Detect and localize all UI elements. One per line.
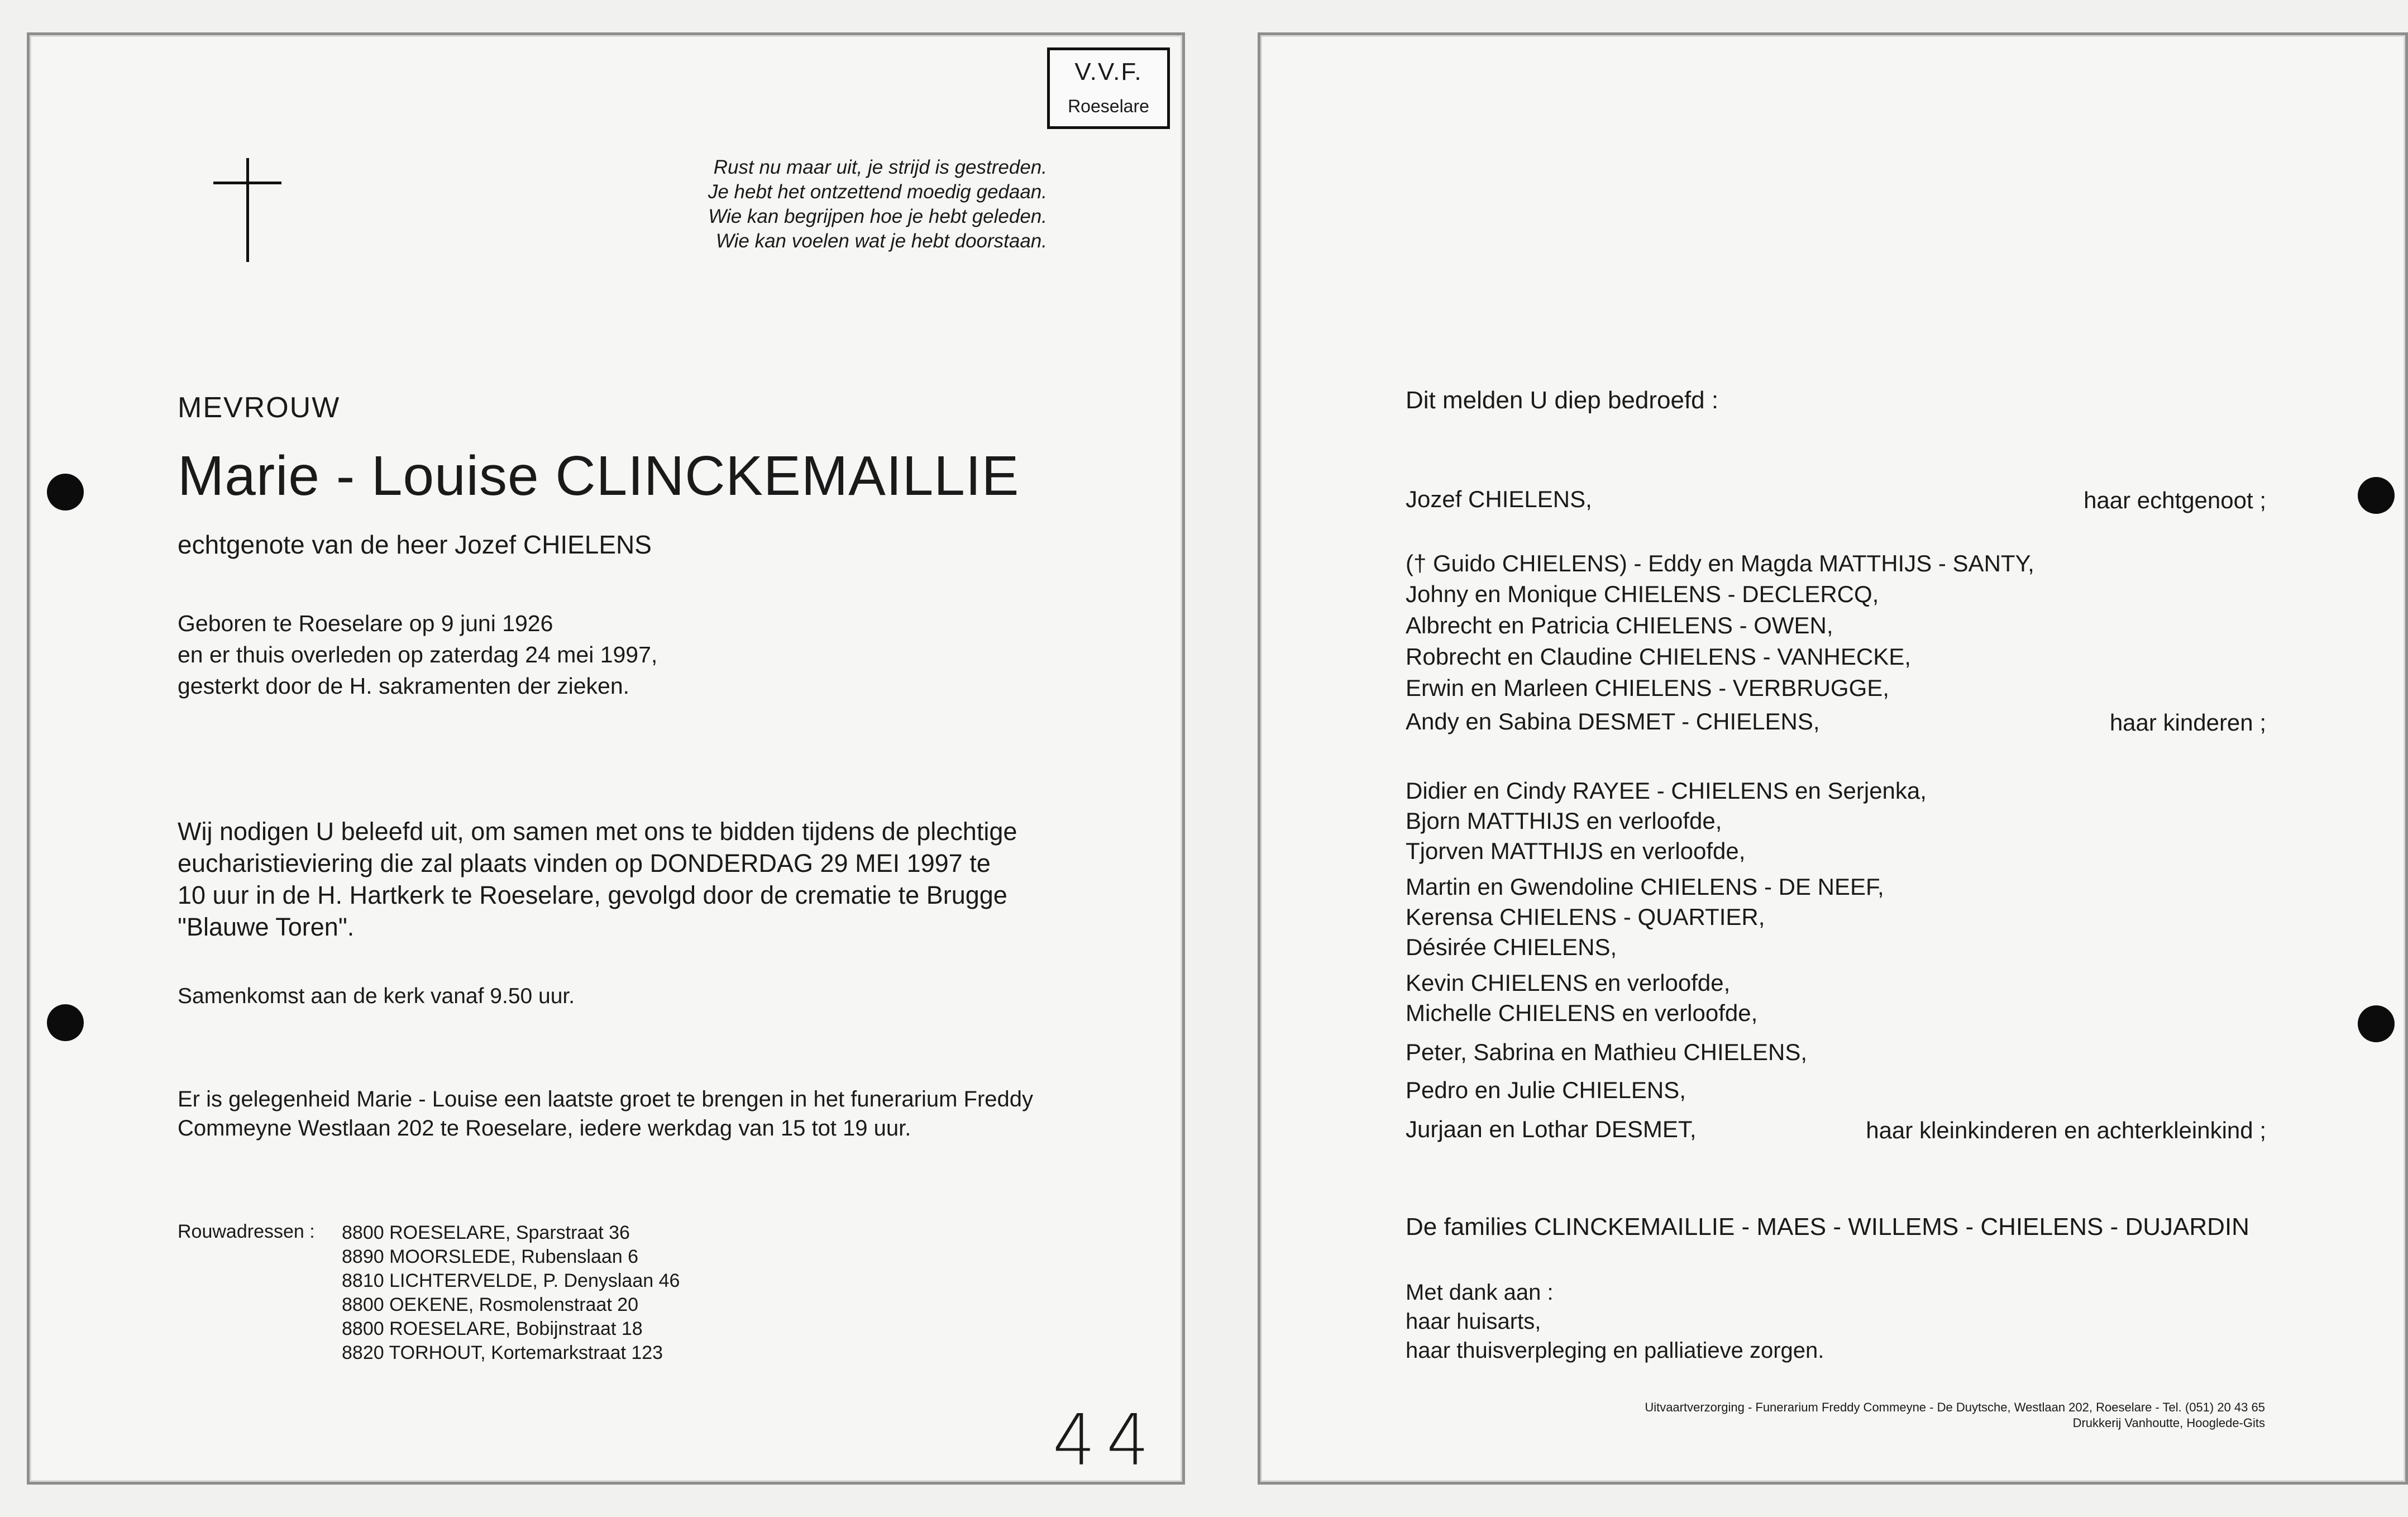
birth-death-info [178, 608, 657, 702]
mourning-addresses [342, 1221, 680, 1365]
family-line: Andy en Sabina DESMET - CHIELENS, [1406, 708, 1820, 734]
text-line: "Blauwe Toren". [178, 913, 355, 941]
text-line: 10 uur in de H. Hartkerk te Roeselare, gevolgd door de crematie te Brugge [178, 881, 1007, 909]
families-line: De families CLINCKEMAILLIE - MAES - WILLEMS - CHIELENS - DUJARDIN [1406, 1213, 2249, 1241]
family-line: Jurjaan en Lothar DESMET, [1406, 1116, 1697, 1142]
family-line: Albrecht en Patricia CHIELENS - OWEN, [1406, 612, 1833, 638]
address-line: 8800 ROESELARE, Sparstraat 36 [342, 1222, 630, 1243]
family-line: Robrecht en Claudine CHIELENS - VANHECKE, [1406, 643, 1911, 670]
text-line: haar huisarts, [1406, 1309, 1541, 1334]
funerarium-info [178, 1085, 1033, 1143]
announcement-intro: Dit melden U diep bedroefd : [1406, 387, 1719, 414]
family-line: Martin en Gwendoline CHIELENS - DE NEEF, [1406, 874, 1884, 900]
right-page [1258, 32, 2408, 1485]
addresses-label: Rouwadressen : [178, 1221, 315, 1242]
spouse-line: echtgenote van de heer Jozef CHIELENS [178, 530, 652, 559]
text-line: Commeyne Westlaan 202 te Roeselare, iedere werkdag van 15 tot 19 uur. [178, 1116, 911, 1141]
family-line: Johny en Monique CHIELENS - DECLERCQ, [1406, 581, 1879, 607]
punch-hole [47, 1004, 84, 1041]
address-line: 8820 TORHOUT, Kortemarkstraat 123 [342, 1342, 663, 1363]
grandchildren-role: haar kleinkinderen en achterkleinkind ; [1866, 1117, 2266, 1143]
spouse-role: haar echtgenoot ; [2084, 487, 2266, 513]
address-line: 8800 ROESELARE, Bobijnstraat 18 [342, 1318, 643, 1339]
family-line: Michelle CHIELENS en verloofde, [1406, 1000, 1758, 1026]
text-line: Drukkerij Vanhoutte, Hooglede-Gits [2072, 1416, 2265, 1430]
text-line: eucharistieviering die zal plaats vinden op DONDERDAG 29 MEI 1997 te [178, 849, 991, 877]
text-line: Er is gelegenheid Marie - Louise een laatste groet te brengen in het funerarium Freddy [178, 1087, 1034, 1111]
thanks-block [1406, 1278, 1824, 1365]
ceremony-invitation [178, 815, 1017, 943]
family-line: Désirée CHIELENS, [1406, 934, 1617, 960]
poem-line: Rust nu maar uit, je strijd is gestreden. [713, 156, 1047, 178]
deceased-name: Marie - Louise CLINCKEMAILLIE [178, 445, 1020, 507]
text-line: gesterkt door de H. sakramenten der zieken. [178, 673, 630, 699]
spouse-name: Jozef CHIELENS, [1406, 486, 1592, 512]
family-line: Peter, Sabrina en Mathieu CHIELENS, [1406, 1039, 1808, 1065]
vvf-stamp [1047, 47, 1170, 129]
stamp-title: V.V.F. [1074, 58, 1143, 85]
text-line: Wij nodigen U beleefd uit, om samen met ons te bidden tijdens de plechtige [178, 817, 1017, 846]
text-line: Uitvaartverzorging - Funerarium Freddy Commeyne - De Duytsche, Westlaan 202, Roeselare - Tel. (051) 20 43 65 [1645, 1400, 2265, 1414]
family-line: Kevin CHIELENS en verloofde, [1406, 970, 1731, 996]
poem-line: Wie kan begrijpen hoe je hebt geleden. [708, 206, 1047, 227]
poem [708, 155, 1047, 254]
poem-line: Wie kan voelen wat je hebt doorstaan. [715, 230, 1047, 252]
family-line: († Guido CHIELENS) - Eddy en Magda MATTHIJS - SANTY, [1406, 550, 2034, 576]
honorific: MEVROUW [178, 392, 341, 424]
address-line: 8890 MOORSLEDE, Rubenslaan 6 [342, 1246, 639, 1267]
punch-hole [2358, 477, 2395, 514]
children-role: haar kinderen ; [2109, 709, 2266, 736]
family-line: Didier en Cindy RAYEE - CHIELENS en Serjenka, [1406, 777, 1927, 804]
text-line: Met dank aan : [1406, 1280, 1554, 1305]
text-line: en er thuis overleden op zaterdag 24 mei 1997, [178, 642, 658, 667]
poem-line: Je hebt het ontzettend moedig gedaan. [708, 181, 1047, 203]
handwritten-number: 44 [1053, 1400, 1160, 1482]
address-line: 8800 OEKENE, Rosmolenstraat 20 [342, 1294, 639, 1315]
family-line: Pedro en Julie CHIELENS, [1406, 1077, 1686, 1103]
family-line: Kerensa CHIELENS - QUARTIER, [1406, 904, 1765, 930]
stamp-city: Roeselare [1068, 96, 1149, 116]
text-line: haar thuisverpleging en palliatieve zorgen. [1406, 1338, 1824, 1363]
printer-credits [1645, 1400, 2265, 1431]
family-line: Bjorn MATTHIJS en verloofde, [1406, 808, 1722, 834]
gathering-info: Samenkomst aan de kerk vanaf 9.50 uur. [178, 984, 575, 1008]
punch-hole [2358, 1005, 2395, 1042]
family-line: Tjorven MATTHIJS en verloofde, [1406, 838, 1746, 864]
family-line: Erwin en Marleen CHIELENS - VERBRUGGE, [1406, 675, 1889, 701]
text-line: Geboren te Roeselare op 9 juni 1926 [178, 610, 553, 636]
punch-hole [47, 474, 84, 511]
address-line: 8810 LICHTERVELDE, P. Denyslaan 46 [342, 1270, 680, 1291]
